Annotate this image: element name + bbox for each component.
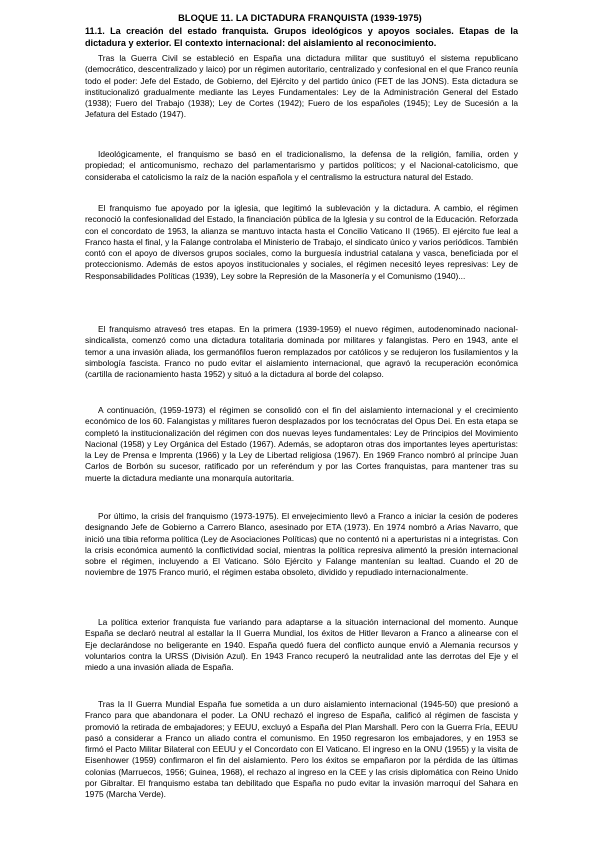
section-heading: 11.1. La creación del estado franquista. Grupos ideológicos y apoyos sociales. Etapas de la dictadura y exterior. El contexto internacional: del aislamiento al reconocimiento. <box>85 26 518 48</box>
paragraph-crisis: Por último, la crisis del franquismo (1973-1975). El envejecimiento llevó a Franco a iniciar la cesión de poderes designando Jefe de Gobierno a Carrero Blanco, asesinado por ETA (1973). En 1974 nombró a Arias Navarro, que inició una tibia reforma política (Ley de Asociaciones Políticas) que no contentó ni a aperturistas ni a integristas. Con la crisis económica aumentó la conflictividad social, mientras la política represiva alimentó la presión internacional sobre el régimen, incluyendo a El Vaticano. Sólo Ejército y Falange mantenían su lealtad. Cuando el 20 de noviembre de 1975 Franco murió, el régimen estaba obsoleto, dividido y repudiado internacionalmente. <box>85 511 518 578</box>
paragraph-first-stage: El franquismo atravesó tres etapas. En la primera (1939-1959) el nuevo régimen, autodenominado nacional-sindicalista, comenzó como una dictadura totalitaria dominada por militares y falangistas. Pero en 1943, ante el temor a una invasión aliada, los germanófilos fueron remplazados por católicos y se redujeron los fusilamientos y la simbología fascista. Franco no pudo evitar el aislamiento internacional, que agravó la recuperación económica (cartilla de racionamiento hasta 1952) y situó a la dictadura al borde del colapso. <box>85 324 518 379</box>
paragraph-foreign-policy: La política exterior franquista fue variando para adaptarse a la situación internacional del momento. Aunque España se declaró neutral al estallar la II Guerra Mundial, los éxitos de Hitler llevaron a Franco a alinearse con el Eje declarándose no beligerante en 1940. España quedó fuera del conflicto aunque envió a Alemania recursos y voluntarios contra la URSS (División Azul). En 1943 Franco recuperó la neutralidad ante las derrotas del Eje y el miedo a una invasión aliada de España. <box>85 617 518 672</box>
document-title: BLOQUE 11. LA DICTADURA FRANQUISTA (1939-1975) <box>178 13 422 23</box>
paragraph-social-support: El franquismo fue apoyado por la iglesia, que legitimó la sublevación y la dictadura. A cambio, el régimen reconoció la confesionalidad del Estado, la financiación pública de la Iglesia y su control de la Educación. Reforzada con el concordato de 1953, la alianza se mantuvo intacta hasta el Concilio Vaticano II (1965). El ejército fue leal a Franco hasta el final, y la Falange controlaba el Ministerio de Trabajo, el sindicato único y varios periódicos. También contó con el apoyo de diversos grupos sociales, como la burguesía industrial catalana y vasca, beneficiada por el proteccionismo. Además de estos apoyos institucionales y sociales, el régimen necesitó leyes represivas: Ley de Responsabilidades Políticas (1939), Ley sobre la Represión de la Masonería y el Comunismo (1940)... <box>85 203 518 281</box>
paragraph-creation-of-state: Tras la Guerra Civil se estableció en España una dictadura militar que sustituyó el sistema republicano (democrático, descentralizado y laico) por un régimen autoritario, centralizado y confesional en el que Franco reunía todo el poder: Jefe del Estado, de Gobierno, del Ejército y del partido único (FET de las JONS). Esta dictadura se institucionalizó gradualmente mediante las Leyes Fundamentales: Ley de la Administración General del Estado (1938); Fuero del Trabajo (1938); Ley de Cortes (1942); Fuero de los españoles (1945); Ley de Sucesión a la Jefatura del Estado (1947). <box>85 53 518 120</box>
paragraph-ideology: Ideológicamente, el franquismo se basó en el tradicionalismo, la defensa de la religión, familia, orden y propiedad; el anticomunismo, rechazo del parlamentarismo y partidos políticos; y el Nacional-catolicismo, que consideraba el catolicismo la raíz de la nación española y el centralismo la estructura natural del Estado. <box>85 149 518 182</box>
paragraph-second-stage: A continuación, (1959-1973) el régimen se consolidó con el fin del aislamiento internacional y el crecimiento económico de los 60. Falangistas y militares fueron desplazados por los tecnócratas del Opus Dei. En esta etapa se completó la institucionalización del régimen con dos nuevas leyes fundamentales: Ley de Principios del Movimiento Nacional (1958) y Ley Orgánica del Estado (1967). Además, se adoptaron otras dos importantes leyes aperturistas: la Ley de Prensa e Imprenta (1966) y la Ley de Libertad religiosa (1967). En 1969 Franco nombró al príncipe Juan Carlos de Borbón su sucesor, ratificado por un referéndum y por las Cortes franquistas, para mantener tras su muerte la dictadura mediante una monarquía autoritaria. <box>85 405 518 483</box>
paragraph-isolation: Tras la II Guerra Mundial España fue sometida a un duro aislamiento internacional (1945-50) que presionó a Franco para que abandonara el poder. La ONU rechazó el ingreso de España, calificó al régimen de fascista y promovió la retirada de embajadores; y EEUU, excluyó a España del Plan Marshall. Pero con la Guerra Fría, EEUU pasó a considerar a Franco un aliado contra el comunismo. En 1950 regresaron los embajadores, y en 1953 se firmó el Pacto Militar Bilateral con EEUU y el Concordato con El Vaticano. El ingreso en la ONU (1955) y la visita de Eisenhower (1959) confirmaron el fin del aislamiento. Pero los éxitos se empañaron por la pérdida de las últimas colonias (Marruecos, 1956; Guinea, 1968), el rechazo al ingreso en la CEE y las crisis diplomática con Reino Unido por Gibraltar. El franquismo estaba tan debilitado que España no pudo evitar la invasión marroquí del Sahara en 1975 (Marcha Verde). <box>85 699 518 799</box>
